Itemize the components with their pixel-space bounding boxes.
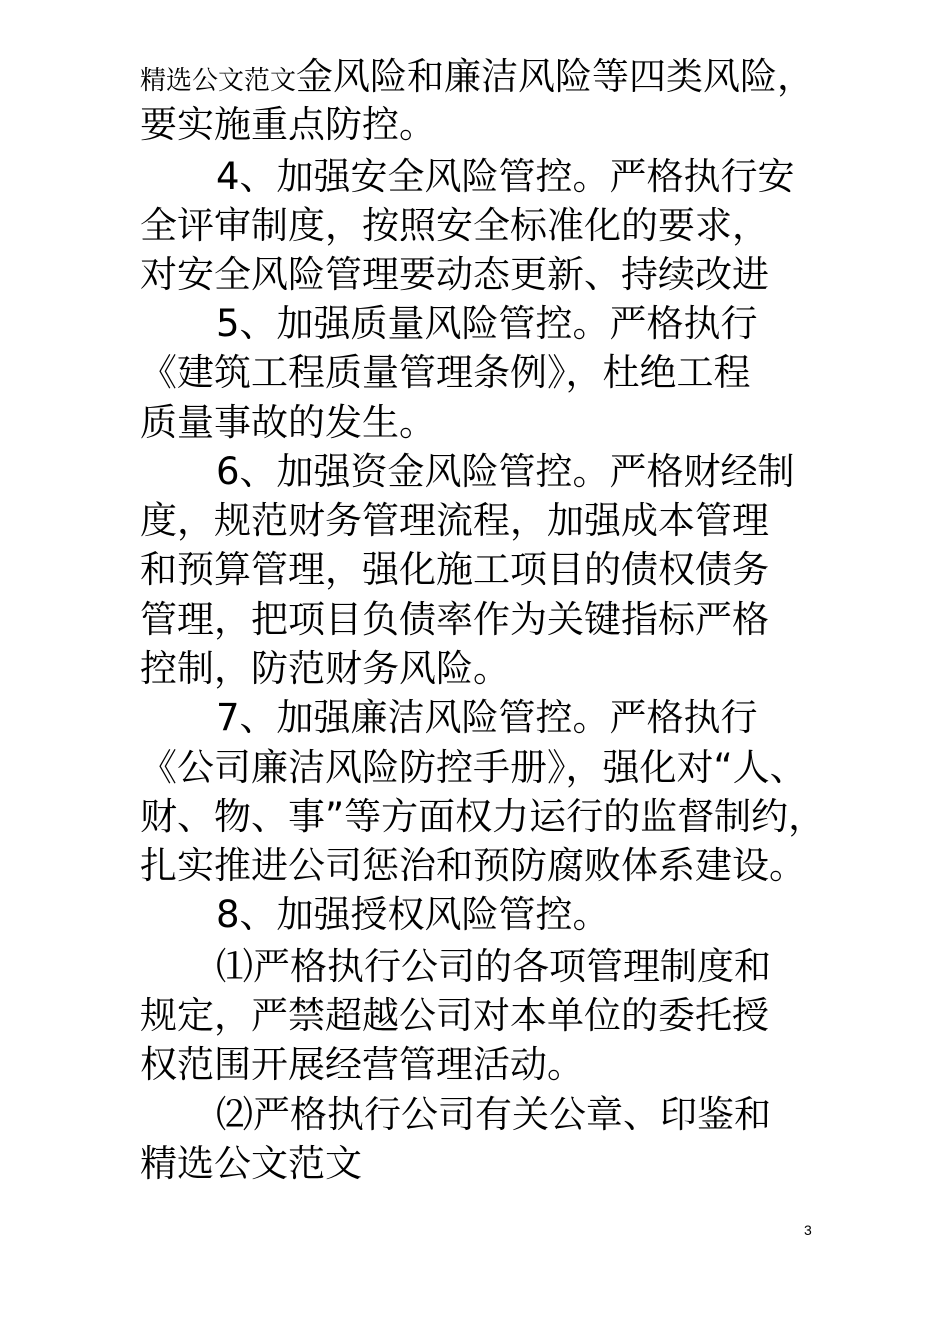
text-line-1-content: 金风险和廉洁风险等四类风险，: [296, 55, 815, 98]
subitem-1-line-3: 权范围开展经营管理活动。: [140, 1043, 584, 1086]
paragraph-7-line-1: 7、加强廉洁风险管控。严格执行: [216, 696, 758, 739]
paragraph-5-line-3: 质量事故的发生。: [140, 401, 436, 444]
paragraph-8-line-1: 8、加强授权风险管控。: [216, 893, 610, 936]
subitem-1-line-1: ⑴严格执行公司的各项管理制度和: [216, 945, 771, 988]
text-line-2: 要实施重点防控。: [140, 103, 436, 146]
footer-label: 精选公文范文: [140, 1142, 362, 1185]
paragraph-4-line-1: 4、加强安全风险管控。严格执行安: [216, 155, 795, 198]
paragraph-5-line-2: 《建筑工程质量管理条例》，杜绝工程: [140, 351, 751, 394]
paragraph-7-line-2: 《公司廉洁风险防控手册》，强化对“人、: [140, 746, 807, 789]
header-label: 精选公文范文: [140, 66, 297, 96]
paragraph-4-line-3: 对安全风险管理要动态更新、持续改进: [140, 253, 769, 296]
paragraph-7-line-4: 扎实推进公司惩治和预防腐败体系建设。: [140, 844, 806, 887]
paragraph-6-line-5: 控制，防范财务风险。: [140, 647, 510, 690]
subitem-2-line-1: ⑵严格执行公司有关公章、印鉴和: [216, 1093, 771, 1136]
text-line-1: [140, 52, 814, 102]
paragraph-7-line-3: 财、物、事”等方面权力运行的监督制约，: [140, 795, 826, 838]
subitem-1-line-2: 规定，严禁超越公司对本单位的委托授: [140, 994, 769, 1037]
paragraph-6-line-4: 管理，把项目负债率作为关键指标严格: [140, 598, 769, 641]
paragraph-4-line-2: 全评审制度，按照安全标准化的要求，: [140, 204, 769, 247]
page-number: 3: [804, 1222, 812, 1238]
paragraph-6-line-2: 度，规范财务管理流程，加强成本管理: [140, 499, 769, 542]
paragraph-6-line-3: 和预算管理，强化施工项目的债权债务: [140, 548, 769, 591]
paragraph-5-line-1: 5、加强质量风险管控。严格执行: [216, 302, 758, 345]
paragraph-6-line-1: 6、加强资金风险管控。严格财经制: [216, 450, 795, 493]
